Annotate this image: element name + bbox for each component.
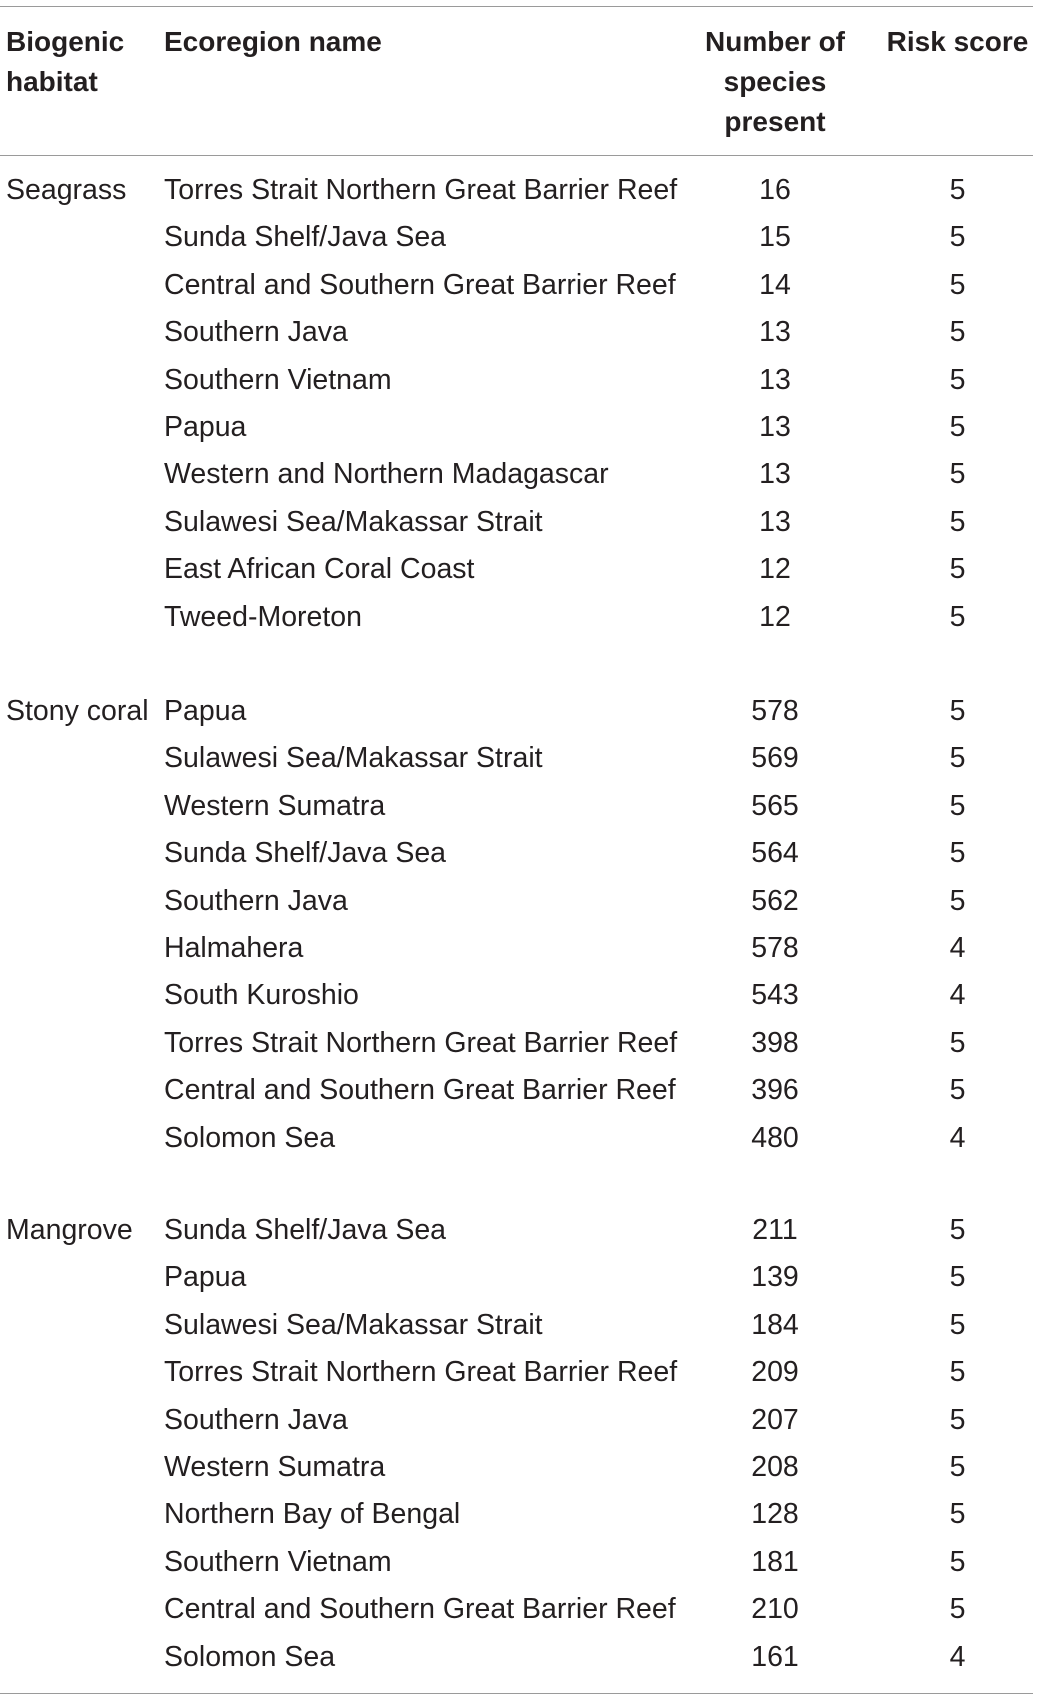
table-bottom-rule	[0, 1693, 1033, 1694]
header-species-line-1: Number of	[705, 26, 845, 57]
ecoregion-cell: Central and Southern Great Barrier Reef	[164, 1593, 676, 1626]
ecoregion-cell: Torres Strait Northern Great Barrier Reef	[164, 1026, 678, 1059]
habitat-cell: Stony coral	[6, 695, 149, 727]
table-row	[0, 1115, 1039, 1162]
species-count-cell: 578	[751, 695, 799, 727]
table-row	[0, 1539, 1039, 1586]
species-count-cell: 543	[751, 979, 799, 1012]
risk-score-cell: 5	[949, 695, 966, 727]
header-biogenic-habitat	[6, 22, 156, 102]
table-row	[0, 357, 1039, 404]
risk-score-cell: 5	[949, 1261, 966, 1294]
table-row	[0, 404, 1039, 451]
table-row	[0, 1397, 1039, 1444]
table-row	[0, 1444, 1039, 1491]
risk-score-cell: 5	[949, 316, 966, 349]
ecoregion-cell: Central and Southern Great Barrier Reef	[164, 1074, 676, 1107]
header-ecoregion-name: Ecoregion name	[164, 26, 382, 57]
ecoregion-cell: Sunda Shelf/Java Sea	[164, 837, 447, 870]
ecoregion-cell: Torres Strait Northern Great Barrier Reef	[164, 1356, 678, 1389]
ecoregion-cell: Southern Vietnam	[164, 363, 392, 396]
species-count-cell: 211	[752, 1214, 798, 1246]
table-row	[0, 309, 1039, 356]
table-row	[0, 735, 1039, 782]
risk-score-cell: 5	[949, 553, 966, 586]
table-row	[0, 451, 1039, 498]
table-row	[0, 167, 1039, 214]
ecoregion-cell: Halmahera	[164, 931, 304, 964]
risk-score-cell: 5	[949, 742, 966, 775]
ecoregion-cell: Torres Strait Northern Great Barrier Reef	[164, 174, 678, 206]
risk-score-cell: 5	[949, 600, 966, 633]
ecoregion-cell: Western Sumatra	[164, 1450, 386, 1483]
ecoregion-cell: Sunda Shelf/Java Sea	[164, 221, 447, 254]
table-row	[0, 688, 1039, 735]
ecoregion-cell: East African Coral Coast	[164, 553, 475, 586]
species-count-cell: 16	[759, 174, 791, 206]
table-row	[0, 1302, 1039, 1349]
species-count-cell: 13	[759, 363, 791, 396]
risk-score-cell: 5	[949, 1593, 966, 1626]
table-row	[0, 262, 1039, 309]
risk-score-cell: 4	[949, 1640, 966, 1673]
risk-score-cell: 5	[949, 1498, 966, 1531]
table-top-rule	[0, 6, 1033, 7]
habitat-group-seagrass	[0, 167, 1039, 641]
risk-score-cell: 5	[949, 1026, 966, 1059]
risk-score-cell: 5	[949, 884, 966, 917]
risk-score-cell: 5	[949, 1403, 966, 1436]
species-count-cell: 569	[751, 742, 799, 775]
header-habitat-line-1: Biogenic	[6, 26, 125, 57]
ecoregion-cell: Sulawesi Sea/Makassar Strait	[164, 742, 543, 775]
table-row	[0, 925, 1039, 972]
ecoregion-cell: Southern Vietnam	[164, 1545, 392, 1578]
risk-score-cell: 5	[949, 174, 966, 206]
header-habitat-line-2: habitat	[6, 66, 98, 97]
risk-score-cell: 5	[949, 1074, 966, 1107]
risk-score-cell: 5	[949, 837, 966, 870]
table-row	[0, 878, 1039, 925]
species-count-cell: 161	[751, 1640, 799, 1673]
table-row	[0, 830, 1039, 877]
species-count-cell: 13	[759, 505, 791, 538]
risk-score-cell: 5	[949, 789, 966, 822]
species-count-cell: 209	[751, 1356, 799, 1389]
table-row	[0, 214, 1039, 261]
species-count-cell: 128	[751, 1498, 799, 1531]
species-count-cell: 208	[751, 1450, 799, 1483]
table-row	[0, 1634, 1039, 1681]
species-count-cell: 15	[759, 221, 791, 254]
species-count-cell: 12	[759, 600, 791, 633]
species-count-cell: 398	[751, 1026, 799, 1059]
risk-score-cell: 5	[949, 505, 966, 538]
species-count-cell: 13	[759, 458, 791, 491]
species-count-cell: 480	[751, 1121, 799, 1154]
species-count-cell: 13	[759, 316, 791, 349]
table-row	[0, 1067, 1039, 1114]
ecoregion-cell: Southern Java	[164, 316, 348, 349]
risk-score-cell: 5	[949, 1356, 966, 1389]
table-row	[0, 1349, 1039, 1396]
habitat-group-mangrove	[0, 1207, 1039, 1681]
table-row	[0, 594, 1039, 641]
header-risk-score: Risk score	[886, 26, 1029, 57]
ecoregion-cell: Sunda Shelf/Java Sea	[164, 1214, 447, 1246]
species-count-cell: 13	[759, 410, 791, 443]
risk-score-cell: 5	[949, 268, 966, 301]
ecoregion-cell: Papua	[164, 1261, 247, 1294]
species-count-cell: 562	[751, 884, 799, 917]
species-count-cell: 396	[751, 1074, 799, 1107]
species-count-cell: 139	[751, 1261, 799, 1294]
ecoregion-cell: Tweed-Moreton	[164, 600, 363, 633]
species-count-cell: 207	[751, 1403, 799, 1436]
ecoregion-cell: Papua	[164, 410, 247, 443]
ecoregion-cell: Southern Java	[164, 884, 348, 917]
habitat-cell: Seagrass	[6, 174, 127, 206]
ecoregion-cell: Sulawesi Sea/Makassar Strait	[164, 505, 543, 538]
risk-score-cell: 5	[949, 1450, 966, 1483]
table-row	[0, 783, 1039, 830]
risk-score-cell: 4	[949, 931, 966, 964]
table-row	[0, 499, 1039, 546]
ecoregion-cell: Northern Bay of Bengal	[164, 1498, 461, 1531]
ecoregion-cell: Papua	[164, 695, 247, 727]
ecoregion-cell: Western Sumatra	[164, 789, 386, 822]
header-species-line-3: present	[724, 106, 826, 137]
ecoregion-cell: South Kuroshio	[164, 979, 359, 1012]
table-row	[0, 546, 1039, 593]
table-row	[0, 1586, 1039, 1633]
ecoregion-cell: Western and Northern Madagascar	[164, 458, 609, 491]
header-species-line-2: species	[723, 66, 827, 97]
table-row	[0, 1491, 1039, 1538]
table-row	[0, 1254, 1039, 1301]
species-count-cell: 181	[751, 1545, 799, 1578]
risk-score-cell: 5	[949, 1545, 966, 1578]
risk-score-cell: 5	[949, 1308, 966, 1341]
species-count-cell: 564	[751, 837, 799, 870]
habitat-group-stony-coral	[0, 688, 1039, 1162]
species-count-cell: 184	[751, 1308, 799, 1341]
table-row	[0, 1207, 1039, 1254]
risk-score-cell: 4	[949, 1121, 966, 1154]
risk-score-cell: 5	[949, 410, 966, 443]
habitat-cell: Mangrove	[6, 1214, 133, 1246]
species-count-cell: 565	[751, 789, 799, 822]
table-row	[0, 1020, 1039, 1067]
species-count-cell: 12	[759, 553, 791, 586]
ecoregion-cell: Central and Southern Great Barrier Reef	[164, 268, 676, 301]
species-count-cell: 14	[759, 268, 791, 301]
ecoregion-cell: Sulawesi Sea/Makassar Strait	[164, 1308, 543, 1341]
species-count-cell: 578	[751, 931, 799, 964]
species-count-cell: 210	[751, 1593, 799, 1626]
risk-score-cell: 5	[949, 1214, 966, 1246]
header-number-of-species	[693, 22, 857, 142]
risk-score-cell: 5	[949, 458, 966, 491]
risk-score-cell: 4	[949, 979, 966, 1012]
ecoregion-cell: Solomon Sea	[164, 1640, 336, 1673]
header-bottom-rule	[0, 155, 1033, 156]
risk-score-cell: 5	[949, 363, 966, 396]
risk-score-cell: 5	[949, 221, 966, 254]
ecoregion-cell: Solomon Sea	[164, 1121, 336, 1154]
ecoregion-cell: Southern Java	[164, 1403, 348, 1436]
table-row	[0, 972, 1039, 1019]
